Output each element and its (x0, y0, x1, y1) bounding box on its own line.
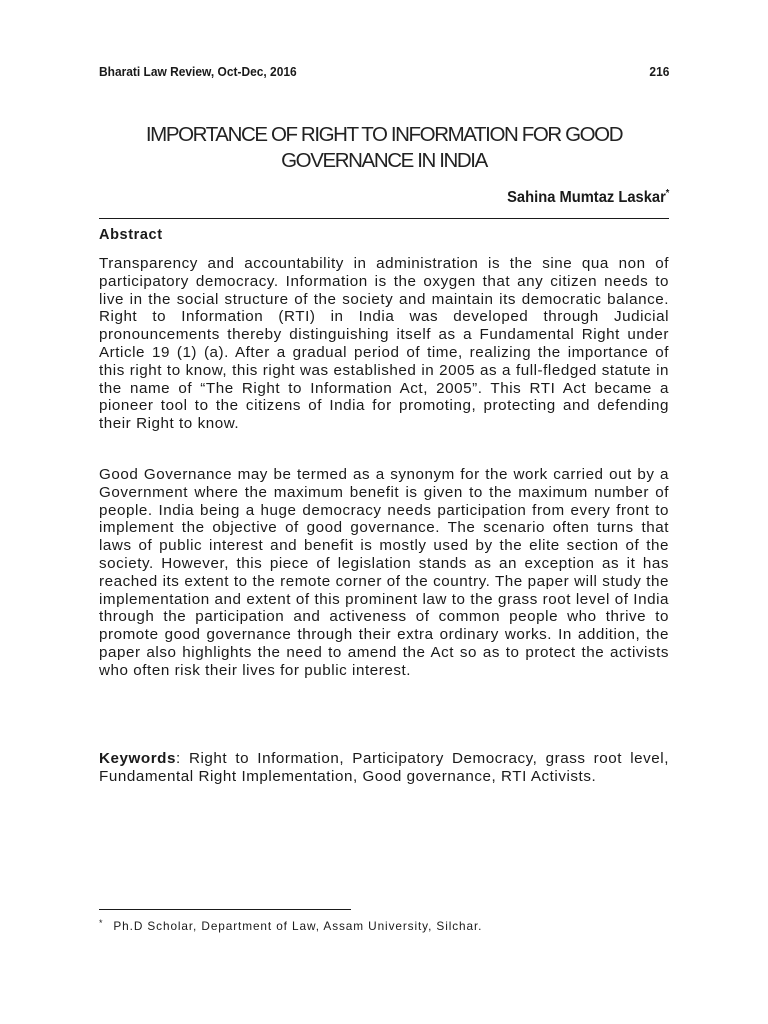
author-name (507, 188, 669, 207)
keywords-label: Keywords (99, 750, 176, 767)
author-footnote-mark: * (665, 188, 669, 199)
page-number: 216 (649, 64, 670, 79)
footnote-mark: * (99, 918, 104, 928)
footnote-text: Ph.D Scholar, Department of Law, Assam University, Silchar. (113, 919, 483, 933)
running-header (99, 64, 669, 79)
author-text: Sahina Mumtaz Laskar (506, 189, 666, 206)
footnote (99, 918, 669, 933)
keywords-paragraph (99, 750, 669, 786)
abstract-heading: Abstract (99, 227, 163, 243)
abstract-paragraph-1: Transparency and accountability in administration is the sine qua non of participatory democracy. Information is the oxygen that any citizen needs to live in the social structure of the society and maintain its democratic balance. Right to Information (RTI) in India was developed through Judicial pronouncements thereby distinguishing itself as a Fundamental Right under Article 19 (1) (a). After a gradual period of time, realizing the importance of this right to know, this right was established in 2005 as a full-fledged statute in the name of “The Right to Information Act, 2005”. This RTI Act became a pioneer tool to the citizens of India for promoting, protecting and defending their Right to know. (99, 255, 669, 433)
keywords-text: : Right to Information, Participatory Democracy, grass root level, Fundamental Right Implementation, Good governance, RTI Activists. (99, 750, 669, 785)
journal-citation: Bharati Law Review, Oct-Dec, 2016 (99, 64, 297, 79)
article-title (99, 122, 669, 174)
footnote-divider (99, 909, 351, 910)
title-line-2: GOVERNANCE IN INDIA (281, 149, 487, 172)
title-line-1: IMPORTANCE OF RIGHT TO INFORMATION FOR GOOD (145, 123, 623, 146)
header-divider (99, 218, 669, 219)
abstract-paragraph-2: Good Governance may be termed as a synonym for the work carried out by a Government where the maximum benefit is given to the maximum number of people. India being a huge democracy needs participation from every front to implement the objective of good governance. The scenario often turns that laws of public interest and benefit is mostly used by the elite section of the society. However, this piece of legislation stands as an exception as it has reached its extent to the remote corner of the country. The paper will study the implementation and extent of this prominent law to the grass root level of India through the participation and activeness of common people who thrive to promote good governance through their extra ordinary works. In addition, the paper also highlights the need to amend the Act so as to protect the activists who often risk their lives for public interest. (99, 466, 669, 679)
